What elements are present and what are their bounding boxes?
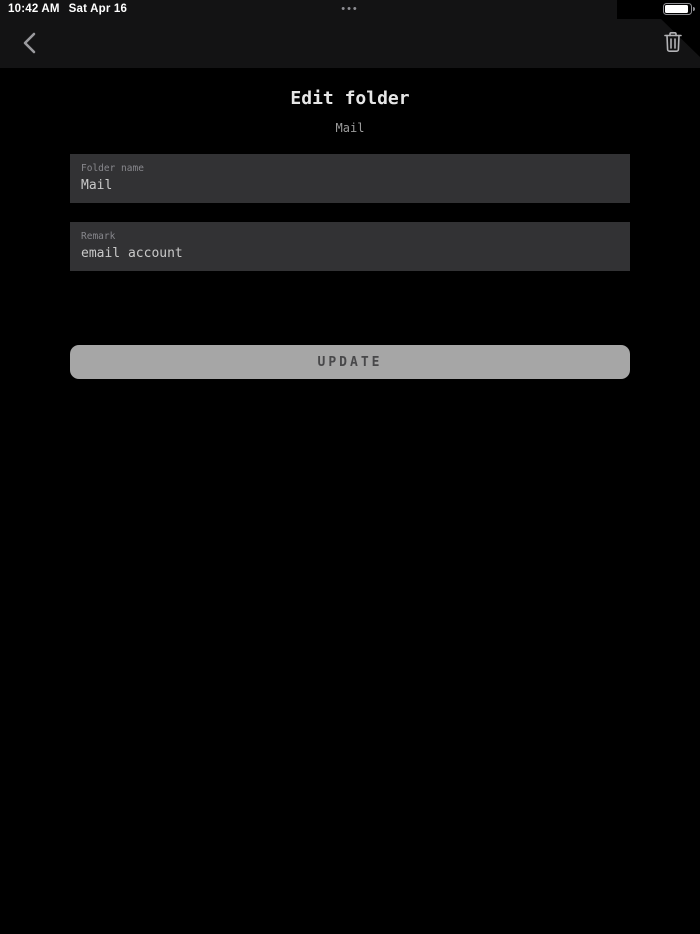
battery-icon [663, 3, 692, 15]
status-time: 10:42 AM [8, 3, 60, 15]
status-date: Sat Apr 16 [68, 3, 128, 15]
delete-folder-button[interactable] [660, 29, 686, 55]
header-bar [0, 0, 700, 68]
remark-label: Remark [81, 231, 116, 242]
back-button[interactable] [16, 30, 42, 56]
multitasking-dots-icon: ••• [341, 3, 359, 15]
folder-name-input[interactable] [81, 178, 619, 193]
folder-name-label: Folder name [81, 163, 144, 174]
remark-field[interactable] [70, 222, 630, 271]
chevron-left-icon [23, 32, 36, 54]
folder-name-field[interactable] [70, 154, 630, 203]
page-subtitle: Mail [335, 121, 365, 135]
update-button[interactable]: UPDATE [70, 345, 630, 379]
trash-icon [663, 31, 683, 53]
page-title: Edit folder [290, 88, 410, 109]
remark-input[interactable] [81, 246, 619, 261]
